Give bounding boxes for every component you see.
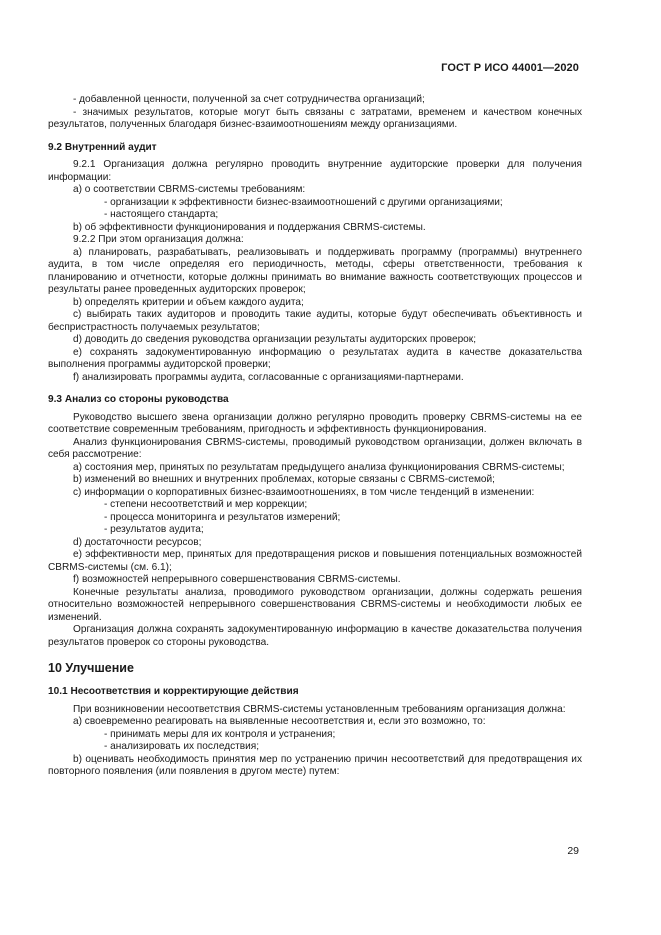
paragraph: Руководство высшего звена организации должно регулярно проводить проверку CBRMS-системы на ее соответствие современным требованиям, пригодность и эффективность функционирования.	[48, 411, 582, 435]
paragraph: a) состояния мер, принятых по результатам предыдущего анализа функционирования CBRMS-системы;	[73, 461, 565, 473]
paragraph: - настоящего стандарта;	[104, 209, 219, 220]
paragraph: f) возможностей непрерывного совершенствования CBRMS-системы.	[73, 574, 401, 585]
paragraph: Анализ функционирования CBRMS-системы, проводимый руководством организации, должен включать в себя рассмотрение:	[48, 436, 582, 460]
paragraph: e) сохранять задокументированную информацию о результатах аудита в качестве доказательства выполнения программы аудиторской проверки;	[48, 346, 582, 370]
paragraph: d) доводить до сведения руководства организации результаты аудиторских проверок;	[73, 334, 477, 345]
paragraph: При возникновении несоответствия CBRMS-системы установленным требованиям организация должна:	[73, 703, 566, 715]
paragraph: f) анализировать программы аудита, согласованные с организациями-партнерами.	[73, 371, 464, 383]
paragraph: b) оценивать необходимость принятия мер по устранению причин несоответствий для предотвращения их повторного появления (или появления в другом месте) путем:	[48, 753, 582, 777]
document-body	[48, 94, 582, 779]
paragraph: c) информации о корпоративных бизнес-взаимоотношениях, в том числе тенденций в изменении:	[73, 486, 535, 498]
paragraph: b) об эффективности функционирования и поддержания CBRMS-системы.	[73, 221, 426, 233]
paragraph: Организация должна сохранять задокументированную информацию в качестве доказательства получения результатов проверок со стороны руководства.	[48, 624, 582, 648]
paragraph: - процесса мониторинга и результатов измерений;	[104, 511, 341, 523]
paragraph: e) эффективности мер, принятых для предотвращения рисков и повышения потенциальных возможностей CBRMS-системы (см. 6.1);	[48, 549, 582, 573]
paragraph: a) планировать, разрабатывать, реализовывать и поддерживать программу (программы) внутреннего аудита, в том числе определяя его периодичность, методы, сферы ответственности, требования к планированию и отчетности, которые должны принимать во внимание важность соответствующих процессов и результаты ранее проведенных аудиторских проверок;	[48, 246, 582, 295]
paragraph: 9.2.2 При этом организация должна:	[73, 234, 244, 245]
paragraph: d) достаточности ресурсов;	[73, 536, 202, 548]
paragraph: - анализировать их последствия;	[104, 741, 260, 752]
paragraph: 9.2.1 Организация должна регулярно проводить внутренние аудиторские проверки для получения информации:	[48, 159, 582, 183]
paragraph: - организации к эффективности бизнес-взаимоотношений с другими организациями;	[104, 196, 503, 208]
paragraph: c) выбирать таких аудиторов и проводить такие аудиты, которые будут обеспечивать объективность и беспристрастность получаемых результатов;	[48, 309, 582, 333]
paragraph: - принимать меры для их контроля и устранения;	[104, 728, 336, 740]
paragraph: b) изменений во внешних и внутренних проблемах, которые связаны с CBRMS-системой;	[73, 474, 495, 485]
paragraph: - результатов аудита;	[104, 524, 204, 535]
paragraph: a) о соответствии CBRMS-системы требованиям:	[73, 184, 306, 195]
document-header: ГОСТ Р ИСО 44001—2020	[441, 62, 579, 74]
subsection-heading: 9.2 Внутренний аудит	[48, 141, 157, 153]
paragraph: - добавленной ценности, полученной за счет сотрудничества организаций;	[73, 94, 425, 105]
subsection-heading: 10.1 Несоответствия и корректирующие действия	[48, 686, 299, 697]
subsection-heading: 9.3 Анализ со стороны руководства	[48, 394, 229, 405]
paragraph: - степени несоответствий и мер коррекции;	[104, 499, 308, 510]
paragraph: a) своевременно реагировать на выявленные несоответствия и, если это возможно, то:	[73, 716, 486, 727]
paragraph: b) определять критерии и объем каждого аудита;	[73, 296, 304, 308]
paragraph: - значимых результатов, которые могут быть связаны с затратами, временем и качеством конечных результатов, полученных благодаря бизнес-взаимоотношениям между организациями.	[48, 106, 582, 130]
paragraph: Конечные результаты анализа, проводимого руководством организации, должны содержать решения относительно возможностей непрерывного совершенствования CBRMS-системы и необходимости любых ее изменений.	[48, 586, 582, 623]
section-heading: 10 Улучшение	[48, 661, 134, 675]
page-number: 29	[567, 845, 579, 857]
